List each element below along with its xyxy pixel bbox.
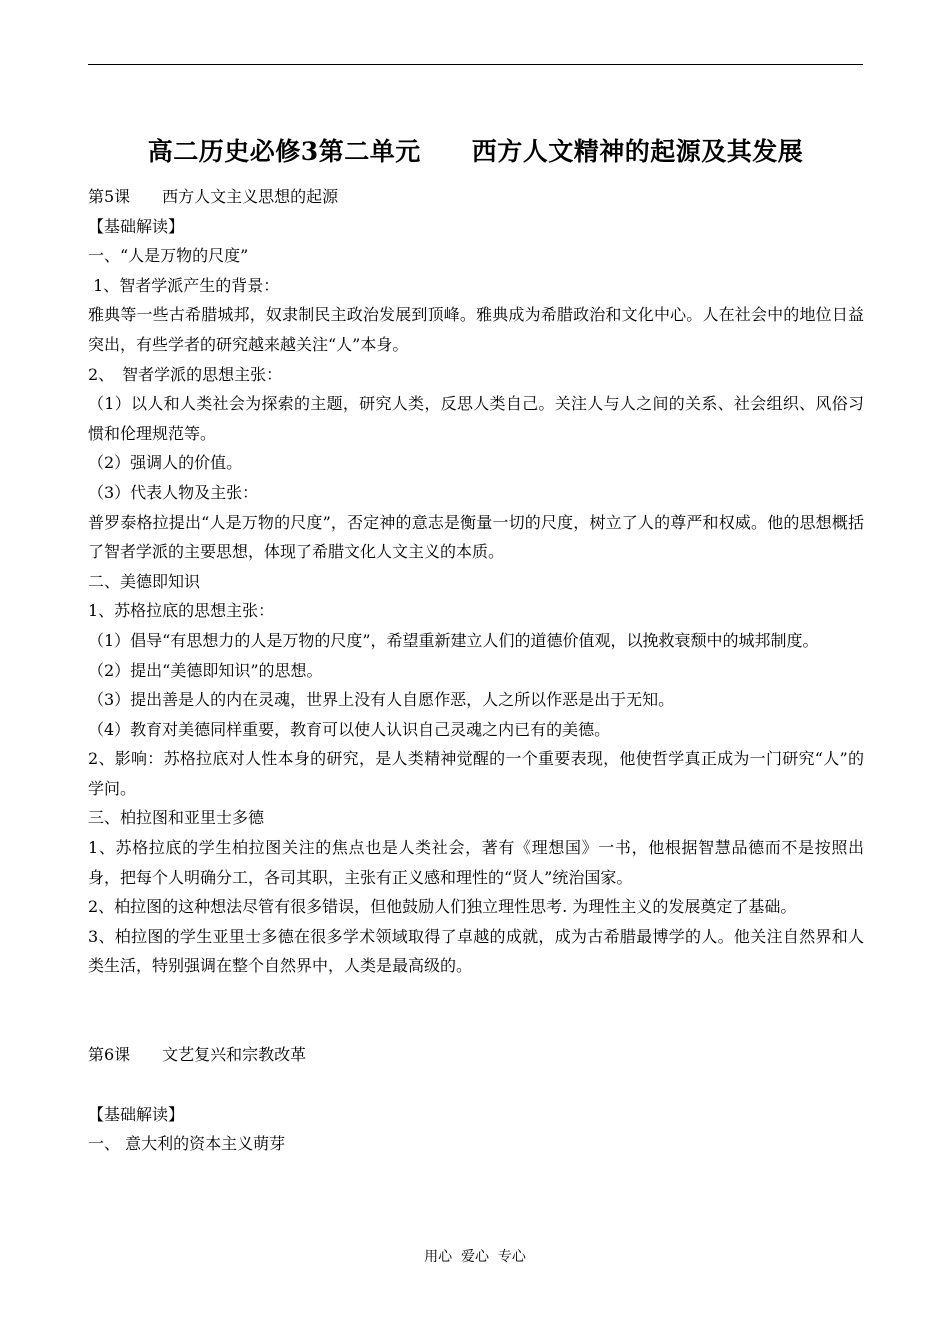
section1-item1-text: 雅典等一些古希腊城邦，奴隶制民主政治发展到顶峰。雅典成为希腊政治和文化中心。人在社会中的地位日益突出，有些学者的研究越来越关注“人”本身。 <box>88 305 864 354</box>
section1-item2-b: （2）强调人的价值。 <box>88 453 243 473</box>
lesson6-basic-reading-label: 【基础解读】 <box>88 1104 185 1124</box>
section1-item2: 2、 智者学派的思想主张： <box>88 364 283 384</box>
page-title: 高二历史必修3第二单元 西方人文精神的起源及其发展 <box>147 137 804 166</box>
section1-item1: 1、智者学派产生的背景： <box>88 275 280 295</box>
lesson5-heading: 第5课 西方人文主义思想的起源 <box>88 187 339 206</box>
section2-item1-c: （3）提出善是人的内在灵魂，世界上没有人自愿作恶，人之所以作恶是出于无知。 <box>88 690 675 710</box>
spacer <box>88 1070 864 1100</box>
basic-reading-label: 【基础解读】 <box>88 216 185 236</box>
section3-title: 三、柏拉图和亚里士多德 <box>88 808 265 828</box>
section1-item2-a: （1）以人和人类社会为探索的主题，研究人类，反思人类自己。关注人与人之间的关系、社会组织、风俗习惯和伦理规范等。 <box>88 394 864 443</box>
section3-item1: 1、苏格拉底的学生柏拉图关注的焦点也是人类社会，著有《理想国》一书，他根据智慧品德而不是按照出身，把每个人明确分工，各司其职，主张有正义感和理性的“贤人”统治国家。 <box>88 838 864 887</box>
section2-item1-a: （1）倡导“有思想力的人是万物的尺度”，希望重新建立人们的道德价值观，以挽救衰颓中的城邦制度。 <box>88 630 819 650</box>
section1-item2-c: （3）代表人物及主张： <box>88 482 259 502</box>
section2-item1-d: （4）教育对美德同样重要，教育可以使人认识自己灵魂之内已有的美德。 <box>88 719 611 739</box>
section2-title: 二、美德即知识 <box>88 571 201 591</box>
spacer <box>88 981 864 1040</box>
section1-title: 一、“人是万物的尺度” <box>88 246 249 266</box>
section1-item2-c-text: 普罗泰格拉提出“人是万物的尺度”，否定神的意志是衡量一切的尺度，树立了人的尊严和权威。他的思想概括了智者学派的主要思想，体现了希腊文化人文主义的本质。 <box>88 512 864 562</box>
lesson6-section1-title: 一、 意大利的资本主义萌芽 <box>88 1134 286 1154</box>
document-body <box>88 182 864 1159</box>
section3-item2: 2、柏拉图的这种想法尽管有很多错误，但他鼓励人们独立理性思考. 为理性主义的发展奠定了基础。 <box>88 897 797 917</box>
section3-item3: 3、柏拉图的学生亚里士多德在很多学术领域取得了卓越的成就，成为古希腊最博学的人。他关注自然界和人类生活，特别强调在整个自然界中，人类是最高级的。 <box>88 926 864 976</box>
section2-item2: 2、影响：苏格拉底对人性本身的研究，是人类精神觉醒的一个重要表现，他使哲学真正成为一门研究“人”的学问。 <box>88 749 864 798</box>
page-footer: 用心 爱心 专心 <box>424 1249 526 1265</box>
header-rule <box>88 64 863 65</box>
lesson6-heading: 第6课 文艺复兴和宗教改革 <box>88 1045 307 1065</box>
section2-item1: 1、苏格拉底的思想主张： <box>88 601 275 621</box>
section2-item1-b: （2）提出“美德即知识”的思想。 <box>88 660 323 680</box>
